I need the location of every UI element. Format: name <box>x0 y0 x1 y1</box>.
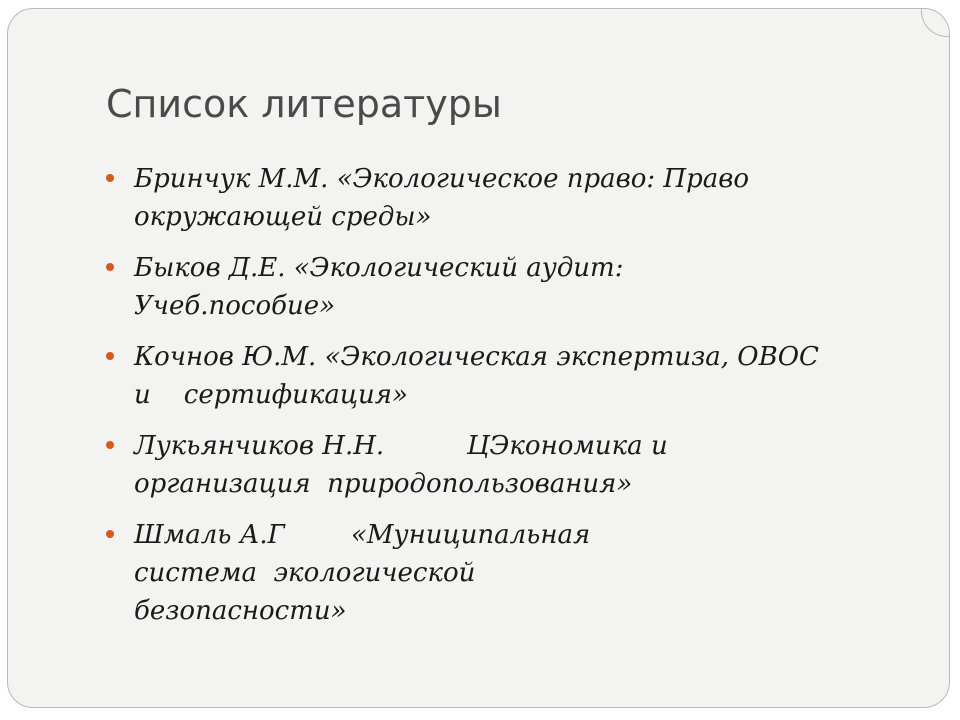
bullet-dot-icon <box>106 441 114 449</box>
bibliography-item-line: Быков Д.Е. «Экологический аудит: <box>134 253 624 283</box>
bibliography-item <box>106 160 866 236</box>
bullet-dot-icon <box>106 174 114 182</box>
bibliography-item-line: организация природопользования» <box>134 469 633 499</box>
bibliography-item <box>106 338 866 414</box>
bibliography-item-line: Учеб.пособие» <box>134 291 336 321</box>
bibliography-item-line: система экологической <box>134 558 476 588</box>
page-corner-fold <box>921 9 949 37</box>
bibliography-item <box>106 516 866 630</box>
bibliography-list <box>106 160 866 643</box>
bibliography-item-line: окружающей среды» <box>134 202 432 232</box>
bibliography-item <box>106 427 866 503</box>
bibliography-item <box>106 249 866 325</box>
bibliography-item-line: Кочнов Ю.М. «Экологическая экспертиза, ОВОС <box>134 342 819 372</box>
bibliography-item-line: Шмаль А.Г «Муниципальная <box>134 520 591 550</box>
bibliography-item-line: Бринчук М.М. «Экологическое право: Право <box>134 164 750 194</box>
bibliography-item-line: безопасности» <box>134 596 347 626</box>
bibliography-item-line: и сертификация» <box>134 380 408 410</box>
bibliography-item-line: Лукьянчиков Н.Н. ЦЭкономика и <box>134 431 668 461</box>
bullet-dot-icon <box>106 263 114 271</box>
slide-title: Список литературы <box>106 82 502 126</box>
bullet-dot-icon <box>106 352 114 360</box>
bullet-dot-icon <box>106 530 114 538</box>
